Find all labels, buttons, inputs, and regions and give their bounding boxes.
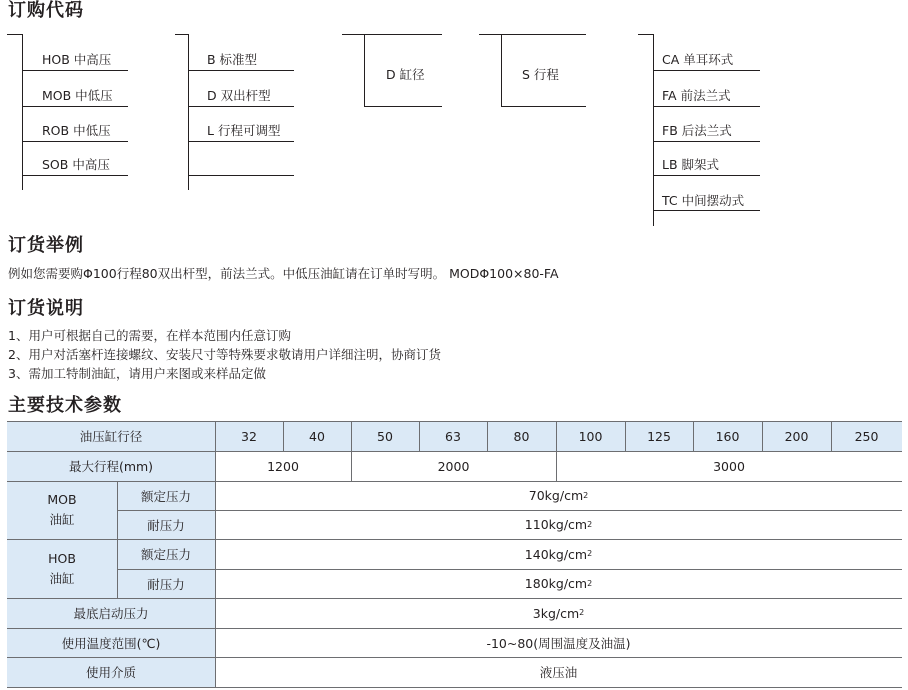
group5-item: CA 单耳环式 [662,52,734,67]
mob-proof-value: 110kg/cm 2 [524,517,593,532]
mob-rated-label: 额定压力 [140,488,191,504]
mob-label-cylinder: 油缸 [49,512,75,527]
mob-label-model: MOB [47,492,77,507]
stroke-label: 最大行程(mm) [68,459,154,474]
hob-label-cylinder: 油缸 [49,570,75,586]
group5-item: FA 前法兰式 [662,88,731,103]
group5-item: FB 后法兰式 [662,123,732,138]
group2-item: L 行程可调型 [207,123,281,138]
bore-value: 250 [854,428,879,444]
bore-value: 100 [578,428,603,444]
bore-value: 160 [715,428,740,444]
note-item: 3、需加工特制油缸，请用户来图或来样品定做 [8,366,266,381]
params-table [7,421,902,688]
medium-label: 使用介质 [85,665,136,680]
bore-code: D 缸径 [386,67,425,82]
stroke-code: S 行程 [522,67,559,82]
temp-label: 使用温度范围(℃) [61,635,161,651]
group5-item: LB 脚架式 [662,157,720,172]
mob-rated-value: 70kg/cm 2 [528,488,589,503]
mob-proof-label: 耐压力 [147,517,185,533]
min-start-label: 最底启动压力 [73,606,149,621]
order-example-heading: 订货举例 [8,235,84,256]
bore-label: 油压缸行径 [79,429,143,444]
bore-value: 32 [241,428,257,444]
note-item: 2、用户对活塞杆连接螺纹、安装尺寸等特殊要求敬请用户详细注明，协商订货 [8,347,441,362]
note-item: 1、用户可根据自己的需要，在样本范围内任意订购 [8,328,291,343]
order-code-heading: 订购代码 [8,0,84,21]
group2-item: B 标准型 [207,52,258,67]
stroke-value: 1200 [267,458,299,474]
hob-proof-value: 180kg/cm 2 [524,576,593,591]
hob-label [7,539,117,598]
hob-proof-label: 耐压力 [147,576,185,592]
hob-rated-value: 140kg/cm 2 [524,546,593,562]
bore-value: 80 [513,428,530,444]
group1-item: SOB 中高压 [42,157,110,172]
group1-item: MOB 中低压 [42,88,113,103]
order-notes-heading: 订货说明 [8,298,84,319]
bore-value: 50 [377,428,393,444]
hob-rated-label: 额定压力 [140,547,191,562]
bore-value: 40 [309,428,325,444]
bore-value: 125 [647,428,671,444]
group5-item: TC 中间摆动式 [662,193,745,208]
group2-item: D 双出杆型 [207,88,271,103]
stroke-value: 3000 [713,458,745,474]
order-example-text: 例如您需要购Φ100行程80双出杆型，前法兰式。中低压油缸请在订单时写明。 MODΦ100×80-FA [8,266,559,281]
main-params-heading: 主要技术参数 [8,395,122,416]
medium-value: 液压油 [539,665,578,680]
stroke-value: 2000 [437,458,470,474]
group1-item: HOB 中高压 [42,52,112,67]
bore-value: 63 [445,428,461,444]
temp-value: -10~80(周围温度及油温) [486,635,631,651]
group1-item: ROB 中低压 [42,123,111,138]
mob-label [7,481,117,539]
bore-value: 200 [784,428,809,444]
min-start-value: 3kg/cm 2 [532,605,585,621]
hob-label-model: HOB [48,550,76,566]
